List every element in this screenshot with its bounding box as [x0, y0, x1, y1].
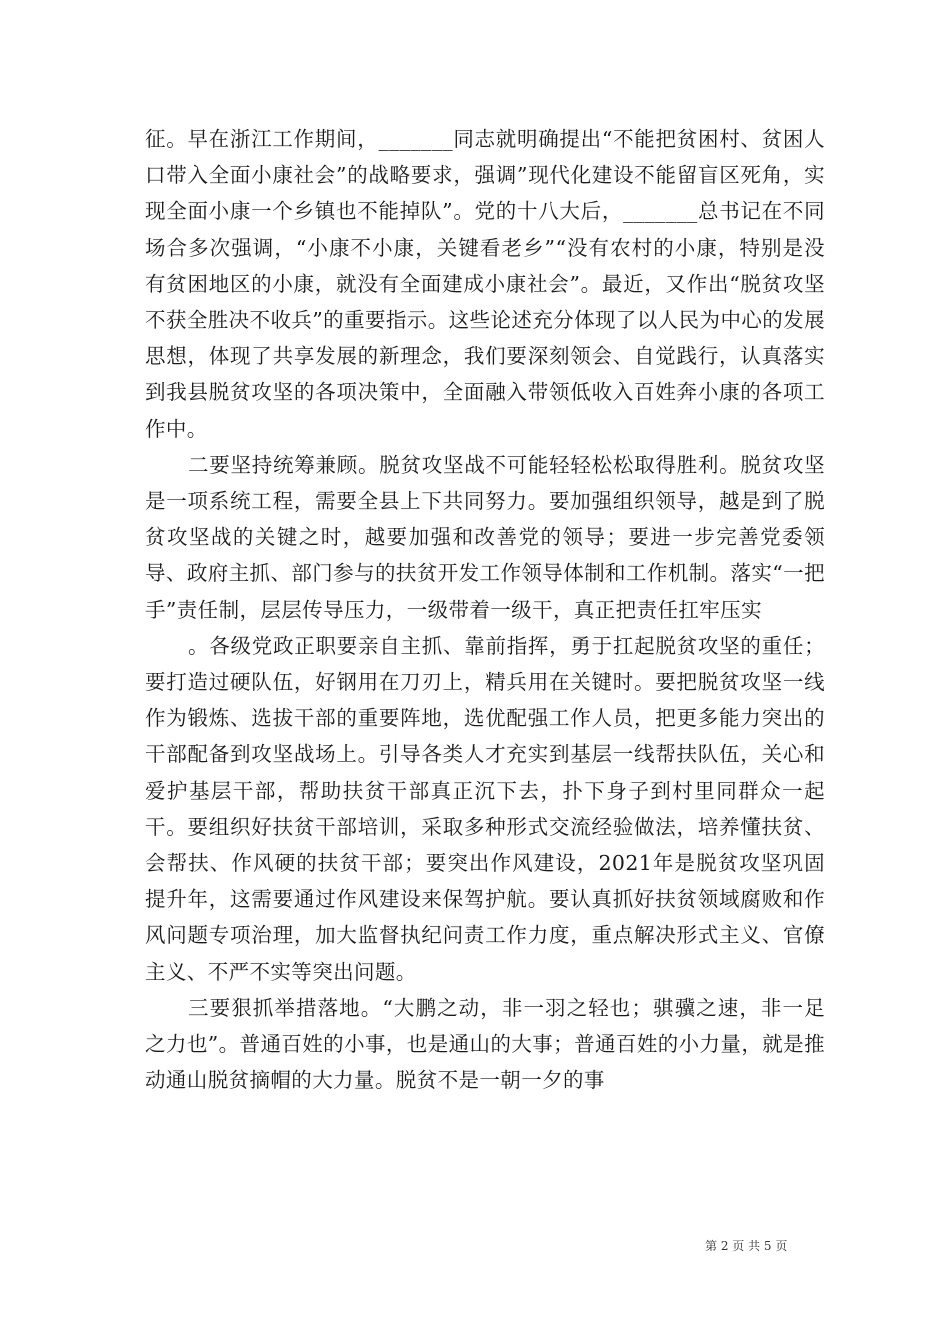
paragraph-4: 三要狠抓举措落地。“大鹏之动，非一羽之轻也；骐骥之速，非一足之力也”。普通百姓的小事，也是通山的大事；普通百姓的小力量，就是推动通山脱贫摘帽的大力量。脱贫不是一朝一夕的事 [145, 995, 825, 1093]
paragraph-1: 征。早在浙江工作期间，_______同志就明确提出“不能把贫困村、贫困人口带入全面小康社会”的战略要求，强调”现代化建设不能留盲区死角，实现全面小康一个乡镇也不能掉队”。党的十八大后，_______总书记在不同场合多次强调，“小康不小康，关键看老乡”“没有农村的小康，特别是没有贫困地区的小康，就没有全面建成小康社会”。最近，又作出“脱贫攻坚不获全胜决不收兵”的重要指示。这些论述充分体现了以人民为中心的发展思想，体现了共享发展的新理念，我们要深刻领会、自觉践行，认真落实到我县脱贫攻坚的各项决策中，全面融入带领低收入百姓奔小康的各项工作中。 [145, 127, 825, 441]
page-number: 第 2 页 共 5 页 [705, 1239, 788, 1253]
paragraph-2: 二要坚持统筹兼顾。脱贫攻坚战不可能轻轻松松取得胜利。脱贫攻坚是一项系统工程，需要全县上下共同努力。要加强组织领导，越是到了脱贫攻坚战的关键之时，越要加强和改善党的领导；要进一步完善党委领导、政府主抓、部门参与的扶贫开发工作领导体制和工作机制。落实“一把手”责任制，层层传导压力，一级带着一级干，真正把责任扛牢压实 [145, 452, 825, 622]
document-body [145, 121, 825, 1098]
paragraph-3: 。各级党政正职要亲自主抓、靠前指挥，勇于扛起脱贫攻坚的重任；要打造过硬队伍，好钢用在刀刃上，精兵用在关键时。要把脱贫攻坚一线作为锻炼、选拔干部的重要阵地，选优配强工作人员，把更多能力突出的干部配备到攻坚战场上。引导各类人才充实到基层一线帮扶队伍，关心和爱护基层干部，帮助扶贫干部真正沉下去，扑下身子到村里同群众一起干。要组织好扶贫干部培训，采取多种形式交流经验做法，培养懂扶贫、会帮扶、作风硬的扶贫干部；要突出作风建设，2021年是脱贫攻坚巩固提升年，这需要通过作风建设来保驾护航。要认真抓好扶贫领域腐败和作风问题专项治理，加大监督执纪问责工作力度，重点解决形式主义、官僚主义、不严不实等突出问题。 [145, 633, 825, 984]
